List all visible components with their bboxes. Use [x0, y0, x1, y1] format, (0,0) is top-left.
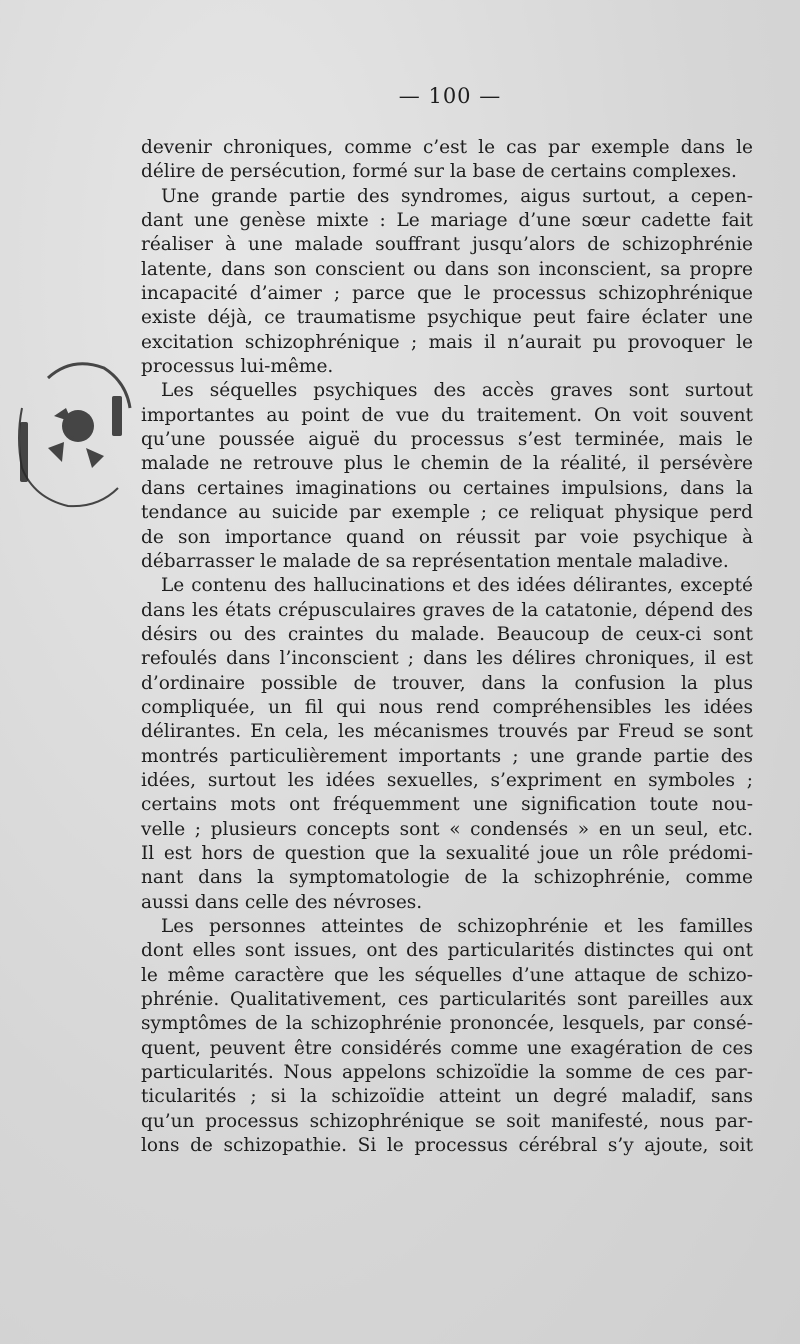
text-line: malade ne retrouve plus le chemin de la réalité, il persévère — [141, 453, 753, 475]
text-line: montrés particulièrement importants ; une grande partie des — [141, 745, 753, 767]
text-line: incapacité d’aimer ; parce que le processus schizophrénique — [141, 283, 753, 305]
text-line: dans les états crépusculaires graves de la catatonie, dépend des — [141, 599, 753, 621]
text-line: dant une genèse mixte : Le mariage d’une sœur cadette fait — [141, 210, 753, 232]
text-line: nant dans la symptomatologie de la schizophrénie, comme — [141, 867, 753, 889]
text-line: devenir chroniques, comme c’est le cas par exemple dans le — [141, 137, 753, 158]
text-line: qu’une poussée aiguë du processus s’est terminée, mais le — [141, 429, 753, 451]
text-line: réaliser à une malade souffrant jusqu’alors de schizophrénie — [141, 234, 753, 256]
text-line: existe déjà, ce traumatisme psychique peut faire éclater une — [141, 307, 753, 329]
text-line: d’ordinaire possible de trouver, dans la confusion la plus — [141, 672, 753, 694]
text-line: débarrasser le malade de sa représentation mentale maladive. — [141, 550, 729, 572]
text-line: Le contenu des hallucinations et des idées délirantes, excepté — [161, 575, 753, 597]
text-line: symptômes de la schizophrénie prononcée, lesquels, par consé- — [141, 1013, 753, 1035]
text-line: compliquée, un fil qui nous rend compréhensibles les idées — [141, 696, 753, 718]
text-line: certains mots ont fréquemment une signification toute nou- — [141, 794, 753, 816]
text-line: le même caractère que les séquelles d’une attaque de schizo- — [141, 964, 753, 986]
text-line: velle ; plusieurs concepts sont « condensés » en un seul, etc. — [141, 818, 753, 840]
text-line: ticularités ; si la schizoïdie atteint un degré maladif, sans — [141, 1086, 753, 1108]
text-line: Une grande partie des syndromes, aigus surtout, a cepen- — [161, 185, 753, 207]
text-line: délire de persécution, formé sur la base de certains complexes. — [141, 161, 737, 183]
text-line: processus lui-même. — [141, 356, 334, 378]
text-line: idées, surtout les idées sexuelles, s’expriment en symboles ; — [141, 769, 753, 791]
page-number: — 100 — — [398, 84, 502, 108]
text-line: désirs ou des craintes du malade. Beaucoup de ceux-ci sont — [141, 623, 753, 645]
text-line: quent, peuvent être considérés comme une exagération de ces — [141, 1037, 753, 1059]
text-line: Les séquelles psychiques des accès graves sont surtout — [161, 380, 753, 402]
text-line: particularités. Nous appelons schizoïdie la somme de ces par- — [141, 1062, 753, 1084]
text-line: délirantes. En cela, les mécanismes trouvés par Freud se sont — [141, 721, 753, 743]
text-line: aussi dans celle des névroses. — [141, 891, 423, 913]
text-line: dont elles sont issues, ont des particularités distinctes qui ont — [141, 940, 753, 962]
text-line: Les personnes atteintes de schizophrénie et les familles — [161, 916, 753, 937]
text-line: importantes au point de vue du traitement. On voit souvent — [141, 404, 753, 426]
text-line: excitation schizophrénique ; mais il n’aurait pu provoquer le — [141, 331, 753, 353]
text-line: refoulés dans l’inconscient ; dans les délires chroniques, il est — [141, 648, 753, 670]
text-line: de son importance quand on réussit par voie psychique à — [141, 526, 753, 548]
text-line: qu’un processus schizophrénique se soit manifesté, nous par- — [141, 1110, 753, 1132]
text-line: Il est hors de question que la sexualité joue un rôle prédomi- — [141, 842, 753, 864]
body-text — [141, 136, 753, 1158]
library-stamp — [8, 338, 136, 528]
text-line: phrénie. Qualitativement, ces particularités sont pareilles aux — [141, 989, 753, 1011]
text-line: latente, dans son conscient ou dans son inconscient, sa propre — [141, 258, 753, 280]
text-line: tendance au suicide par exemple ; ce reliquat physique perd — [141, 502, 753, 524]
text-line: lons de schizopathie. Si le processus cérébral s’y ajoute, soit — [141, 1135, 753, 1157]
text-line: dans certaines imaginations ou certaines impulsions, dans la — [141, 477, 753, 499]
